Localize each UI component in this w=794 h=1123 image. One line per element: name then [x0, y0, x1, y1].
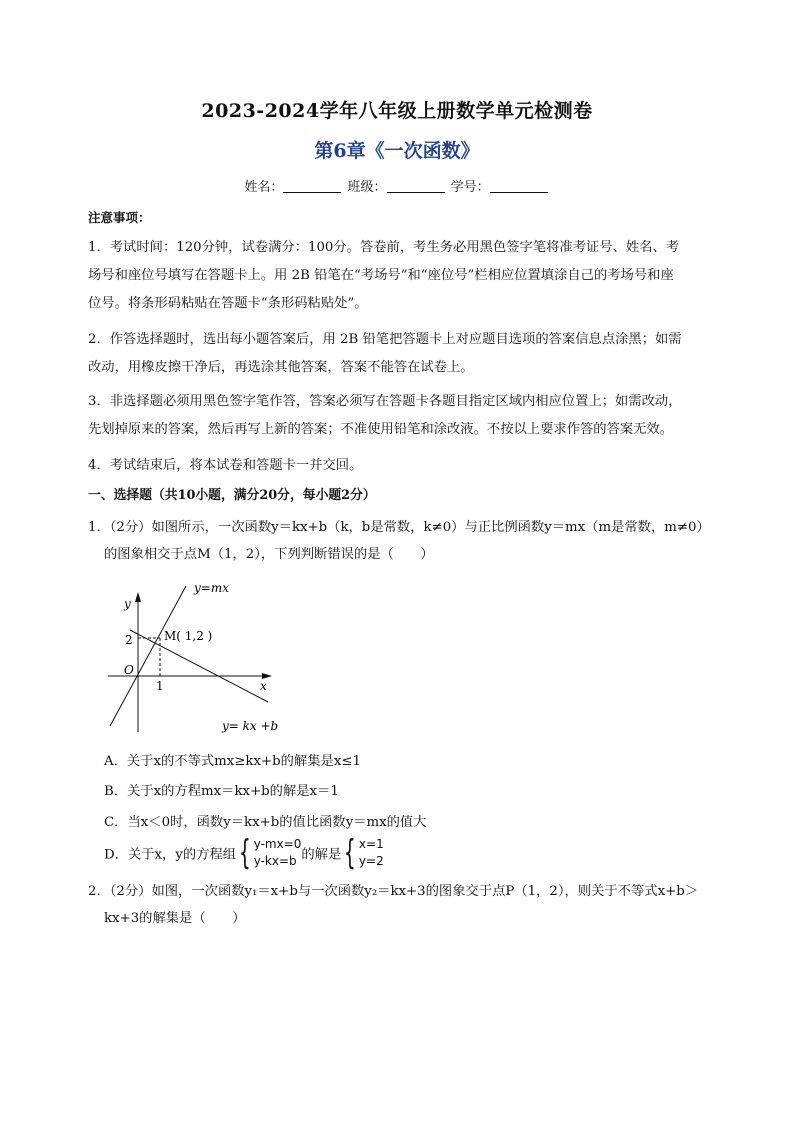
chapter-subtitle: 第6章《一次函数》	[314, 140, 480, 162]
class-label: 班级：	[347, 180, 387, 195]
question-1-stem	[88, 514, 718, 568]
label-axis-x: x	[260, 679, 267, 693]
label-x-tick-1: 1	[156, 679, 164, 693]
notice-item-4: 4．考试结束后，将本试卷和答题卡一并交回。	[88, 458, 363, 473]
id-blank[interactable]	[490, 180, 548, 193]
name-blank[interactable]	[283, 180, 341, 193]
left-brace-icon: {	[344, 833, 357, 873]
question-1-option-a[interactable]: A．关于x的不等式mx≥kx+b的解集是x≤1	[104, 754, 361, 769]
notice-item-3	[88, 388, 708, 444]
question-1-option-b[interactable]: B．关于x的方程mx＝kx+b的解是x＝1	[104, 784, 339, 799]
question-2-line-1: 2．（2分）如图，一次函数y₁＝x+b与一次函数y₂＝kx+3的图象交于点P（1，2），则关于不等式x+b＞	[88, 884, 699, 899]
option-d-mid: 的解是	[301, 847, 342, 863]
label-y-kx-b: y= kx +b	[222, 719, 279, 733]
equation-2: y-kx=b	[253, 854, 297, 868]
notice-item-1-line-2: 场号和座位号填写在答题卡上。用 2B 铅笔在“考场号”和“座位号”栏相应位置填涂自己的考场号和座	[88, 268, 674, 283]
notice-item-1	[88, 234, 708, 318]
label-origin: O	[124, 663, 134, 677]
question-1-line-1: 1．（2分）如图所示，一次函数y＝kx+b（k，b是常数，k≠0）与正比例函数y＝mx（m是常数，m≠0）	[88, 520, 710, 535]
exam-title: 2023-2024学年八年级上册数学单元检测卷	[201, 100, 593, 122]
left-brace-icon: {	[238, 833, 251, 873]
equation-system	[254, 836, 302, 870]
question-1-option-d[interactable]	[104, 833, 384, 873]
notice-item-3-line-1: 3．非选择题必须用黑色签字笔作答，答案必须写在答题卡各题目指定区域内相应位置上；如需改动，	[88, 394, 682, 409]
notice-item-2-line-2: 改动，用橡皮擦干净后，再选涂其他答案，答案不能答在试卷上。	[88, 360, 474, 375]
label-axis-y: y	[124, 597, 131, 611]
question-1-graph	[98, 572, 308, 742]
notice-item-2	[88, 326, 708, 382]
solution-system	[359, 836, 384, 870]
question-2-line-2: kx+3的解集是（ ）	[104, 911, 246, 926]
notice-item-2-line-1: 2．作答选择题时，选出每小题答案后，用 2B 铅笔把答题卡上对应题目选项的答案信息点涂黑；如需	[88, 332, 682, 347]
label-point-m: M( 1,2 )	[164, 629, 213, 643]
question-1-line-2: 的图象相交于点M（1，2），下列判断错误的是（ ）	[104, 547, 434, 562]
student-info-row	[0, 176, 794, 195]
solution-y: y=2	[358, 854, 384, 868]
question-1-option-c[interactable]: C．当x＜0时，函数y＝kx+b的值比函数y＝mx的值大	[104, 815, 427, 830]
line-y-mx	[110, 586, 186, 726]
notice-item-1-line-1: 1．考试时间：120分钟，试卷满分：100分。答卷前，考生务必用黑色签字笔将准考证号、姓名、考	[88, 240, 680, 255]
question-2-stem	[88, 878, 718, 932]
y-axis-arrow	[135, 592, 141, 602]
label-y-mx: y=mx	[194, 581, 229, 595]
notice-item-3-line-2: 先划掉原来的答案，然后再写上新的答案；不准使用铅笔和涂改液。不按以上要求作答的答案无效。	[88, 422, 674, 437]
notice-item-1-line-3: 位号。将条形码粘贴在答题卡“条形码粘贴处”。	[88, 296, 368, 311]
notice-heading: 注意事项：	[88, 210, 151, 225]
label-y-tick-2: 2	[125, 633, 133, 647]
section-1-heading: 一、选择题（共10小题，满分20分，每小题2分）	[88, 488, 376, 503]
id-label: 学号：	[450, 180, 490, 195]
solution-x: x=1	[358, 837, 384, 851]
option-d-prefix: D．关于x，y的方程组	[104, 847, 237, 863]
equation-1: y-mx=0	[253, 837, 302, 851]
name-label: 姓名：	[244, 180, 284, 195]
class-blank[interactable]	[387, 180, 445, 193]
